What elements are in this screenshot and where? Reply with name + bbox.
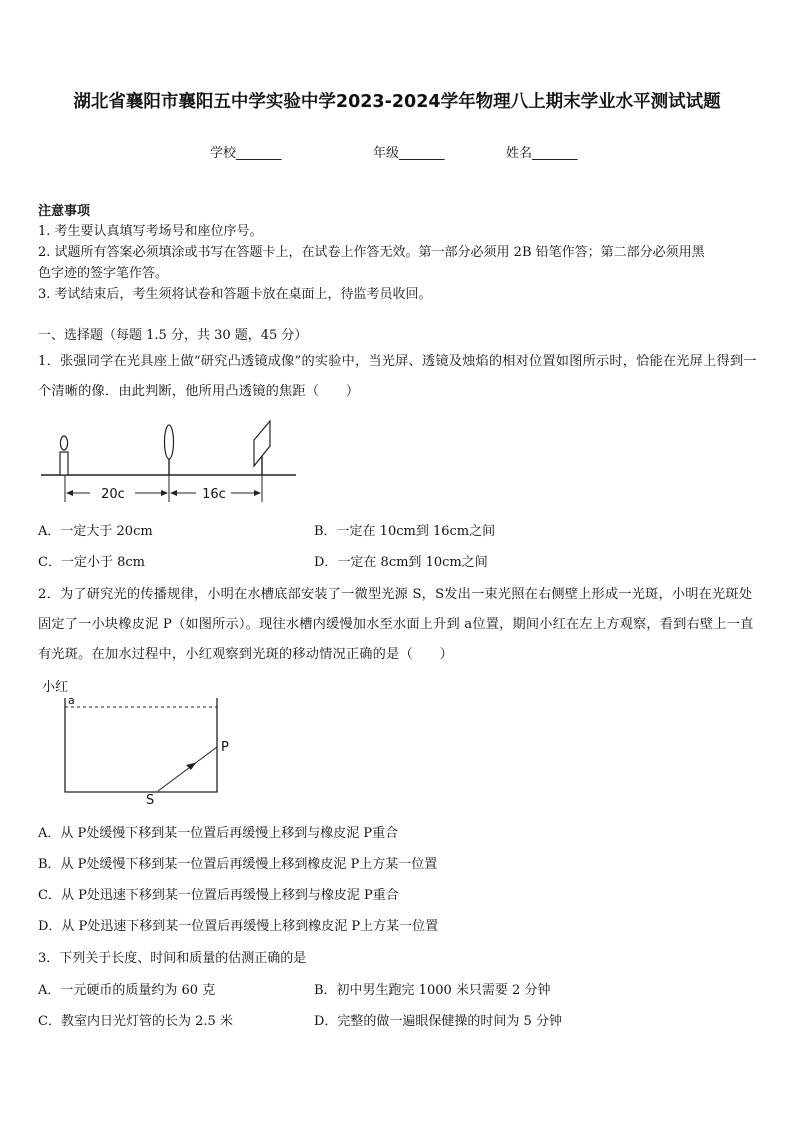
q1-option-a[interactable]: A．一定大于 20cm (38, 524, 153, 539)
q1-option-c[interactable]: C．一定小于 8cm (38, 555, 145, 570)
q1-label-distance-left: 20c (101, 487, 125, 502)
q3-option-c[interactable]: C．教室内日光灯管的长为 2.5 米 (38, 1014, 233, 1029)
school-field[interactable]: 学校_______ (210, 146, 282, 161)
q2-stem: 2．为了研究光的传播规律，小明在水槽底部安装了一微型光源 S，S发出一束光照在右侧壁上形成一光斑，小明在光斑处固定了一小块橡皮泥 P（如图所示）。现往水槽内缓慢加水至水面上升到 a位置，期间小红在左上方观察，看到右壁上一直有光斑。在加水过程中，小红观察到光斑的移动情况正确的是（ ） (38, 587, 754, 662)
q1-optical-bench-figure (38, 418, 300, 510)
q1-option-d[interactable]: D．一定在 8cm到 10cm之间 (314, 555, 488, 570)
q2-option-c[interactable]: C．从 P处迅速下移到某一位置后再缓慢上移到与橡皮泥 P重合 (38, 888, 399, 903)
q2-option-a[interactable]: A．从 P处缓慢下移到某一位置后再缓慢上移到与橡皮泥 P重合 (38, 826, 399, 841)
q3-stem: 3．下列关于长度、时间和质量的估测正确的是 (38, 951, 307, 966)
section-heading: 一、选择题（每题 1.5 分，共 30 题，45 分） (38, 328, 308, 343)
q2-point-s-label: S (146, 793, 155, 808)
q3-option-d[interactable]: D．完整的做一遍眼保健操的时间为 5 分钟 (314, 1014, 562, 1029)
q2-water-tank-figure (38, 676, 248, 808)
notice-item-3: 3. 考试结束后，考生须将试卷和答题卡放在桌面上，待监考员收回。 (38, 287, 432, 302)
notice-item-2-cont: 色字迹的签字笔作答。 (38, 266, 169, 281)
q3-option-b[interactable]: B．初中男生跑完 1000 米只需要 2 分钟 (314, 983, 551, 998)
q1-label-distance-right: 16c (202, 487, 226, 502)
notice-heading: 注意事项 (38, 204, 91, 219)
q2-option-b[interactable]: B．从 P处缓慢下移到某一位置后再缓慢上移到橡皮泥 P上方某一位置 (38, 857, 438, 872)
notice-item-2: 2. 试题所有答案必须填涂或书写在答题卡上，在试卷上作答无效。第一部分必须用 2B 铅笔作答；第二部分必须用黑 (38, 245, 705, 260)
name-field[interactable]: 姓名_______ (506, 146, 578, 161)
q3-option-a[interactable]: A．一元硬币的质量约为 60 克 (38, 983, 216, 998)
q2-observer-label: 小红 (42, 680, 69, 695)
q1-stem: 1．张强同学在光具座上做“研究凸透镜成像”的实验中，当光屏、透镜及烛焰的相对位置如图所示时，恰能在光屏上得到一个清晰的像．由此判断，他所用凸透镜的焦距（ ） (38, 354, 757, 399)
q2-option-d[interactable]: D．从 P处迅速下移到某一位置后再缓慢上移到橡皮泥 P上方某一位置 (38, 919, 439, 934)
grade-field[interactable]: 年级_______ (373, 146, 445, 161)
page-title: 湖北省襄阳市襄阳五中学实验中学2023-2024学年物理八上期末学业水平测试试题 (73, 92, 721, 112)
q1-option-b[interactable]: B．一定在 10cm到 16cm之间 (314, 524, 496, 539)
q2-point-p-label: P (221, 740, 229, 755)
q2-water-level-label: a (68, 694, 75, 707)
notice-item-1: 1. 考生要认真填写考场号和座位序号。 (38, 224, 263, 239)
